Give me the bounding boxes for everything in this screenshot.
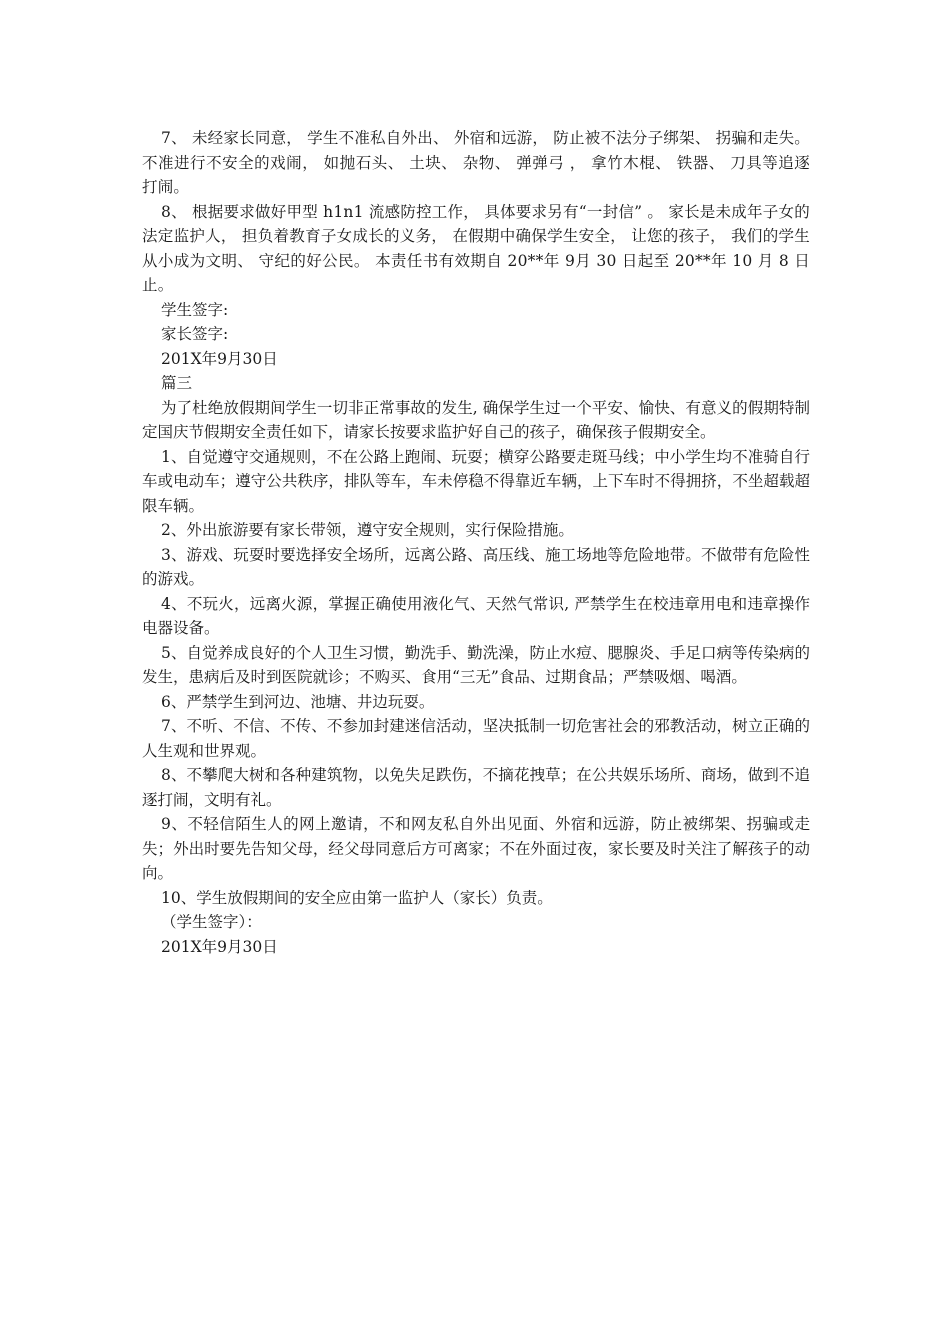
section-three-item-8: 8、不攀爬大树和各种建筑物，以免失足跌伤，不摘花拽草；在公共娱乐场所、商场，做到不追逐打闹，文明有礼。 xyxy=(142,766,810,809)
section-three-item-6: 6、严禁学生到河边、池塘、井边玩耍。 xyxy=(161,692,435,711)
section-three-intro: 为了杜绝放假期间学生一切非正常事故的发生, 确保学生过一个平安、愉快、有意义的假期特制定国庆节假期安全责任如下，请家长按要求监护好自己的孩子，确保孩子假期安全。 xyxy=(142,398,810,441)
section-three-item-5: 5、自觉养成良好的个人卫生习惯，勤洗手、勤洗澡，防止水痘、腮腺炎、手足口病等传染病的发生，患病后及时到医院就诊；不购买、食用“三无”食品、过期食品；严禁吸烟、喝酒。 xyxy=(142,643,810,686)
section-three-date: 201X年9月30日 xyxy=(161,937,278,956)
section-three-student-signature: （学生签字）： xyxy=(161,913,262,931)
section-three-item-7: 7、不听、不信、不传、不参加封建迷信活动，坚决抵制一切危害社会的邪教活动，树立正确的人生观和世界观。 xyxy=(142,717,810,760)
document-body xyxy=(142,126,810,959)
section-two-item-7: 7、 未经家长同意， 学生不准私自外出、 外宿和远游， 防止被不法分子绑架、 拐骗和走失。 不准进行不安全的戏闹， 如抛石头、 土块、 杂物、 弹弹弓 ， 拿竹木棍、 铁器、 刀具等追逐打闹。 xyxy=(142,129,810,196)
section-three-item-4: 4、不玩火，远离火源，掌握正确使用液化气、天然气常识, 严禁学生在校违章用电和违章操作电器设备。 xyxy=(142,594,810,637)
section-three-item-3: 3、游戏、玩耍时要选择安全场所，远离公路、高压线、施工场地等危险地带。不做带有危险性的游戏。 xyxy=(142,545,810,588)
section-three-item-2: 2、外出旅游要有家长带领，遵守安全规则，实行保险措施。 xyxy=(161,521,574,539)
section-three-heading: 篇三 xyxy=(161,374,193,392)
section-three-item-1: 1、自觉遵守交通规则，不在公路上跑闹、玩耍；横穿公路要走斑马线；中小学生均不准骑自行车或电动车；遵守公共秩序，排队等车，车未停稳不得靠近车辆，上下车时不得拥挤，不坐超载超限车辆。 xyxy=(142,447,810,515)
section-three-item-10: 10、学生放假期间的安全应由第一监护人（家长）负责。 xyxy=(161,888,553,907)
section-two-item-8: 8、 根据要求做好甲型 h1n1 流感防控工作， 具体要求另有“一封信” 。 家长是未成年子女的法定监护人， 担负着教育子女成长的义务， 在假期中确保学生安全， 让您的孩子， 我们的学生从小成为文明、 守纪的好公民。 本责任书有效期自 20**年 9月 30 日起至 20**年 10 月 8 日止。 xyxy=(142,202,810,294)
section-three-item-9: 9、不轻信陌生人的网上邀请，不和网友私自外出见面、外宿和远游，防止被绑架、拐骗或走失；外出时要先告知父母，经父母同意后方可离家；不在外面过夜，家长要及时关注了解孩子的动向。 xyxy=(142,815,810,882)
section-two-date: 201X年9月30日 xyxy=(161,349,278,368)
student-signature-line: 学生签字: xyxy=(161,300,229,319)
parent-signature-line: 家长签字: xyxy=(161,325,229,343)
